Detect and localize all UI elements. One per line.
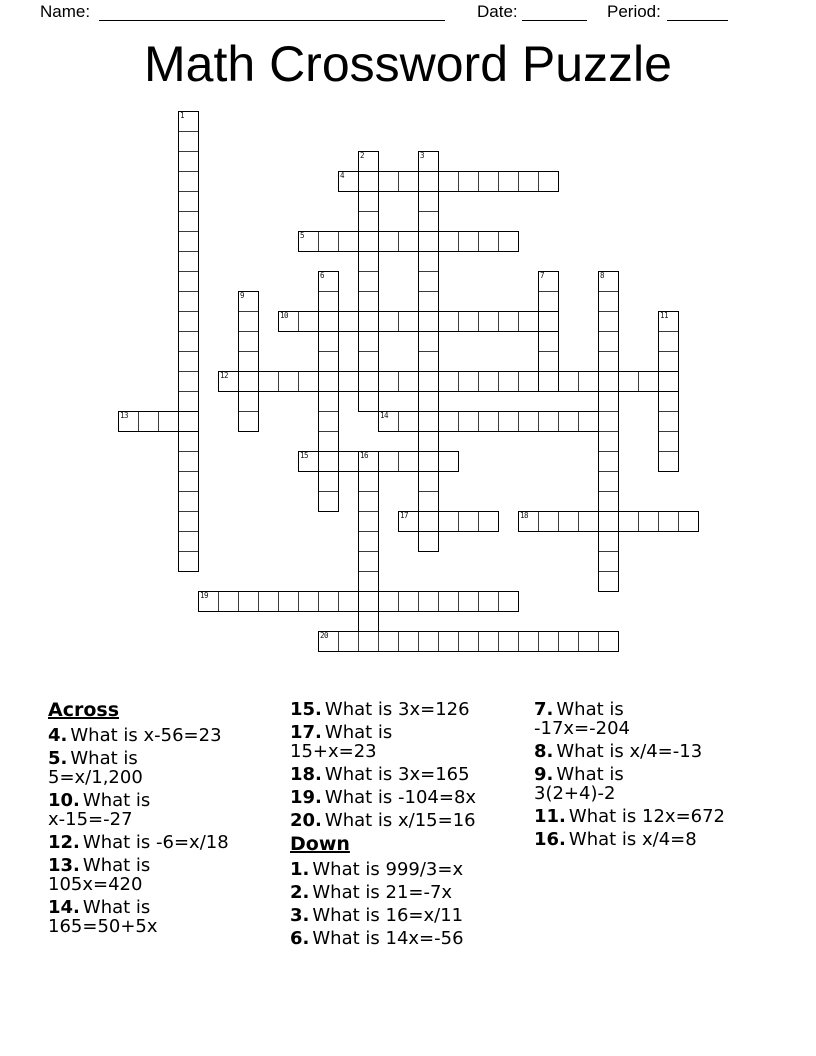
crossword-cell[interactable] — [358, 611, 379, 632]
crossword-cell[interactable] — [178, 451, 199, 472]
crossword-cell[interactable] — [598, 431, 619, 452]
crossword-cell[interactable] — [178, 311, 199, 332]
crossword-cell[interactable] — [318, 431, 339, 452]
crossword-cell[interactable] — [178, 191, 199, 212]
crossword-cell[interactable] — [438, 511, 459, 532]
crossword-cell[interactable] — [318, 411, 339, 432]
crossword-cell[interactable] — [178, 511, 199, 532]
crossword-cell[interactable] — [338, 631, 359, 652]
crossword-cell[interactable] — [598, 371, 619, 392]
clue-number-label: 13. — [48, 855, 80, 876]
crossword-cell[interactable] — [658, 391, 679, 412]
crossword-cell[interactable] — [378, 231, 399, 252]
crossword-cell[interactable] — [318, 331, 339, 352]
crossword-cell[interactable] — [538, 271, 559, 292]
crossword-cell[interactable] — [418, 311, 439, 332]
crossword-cell[interactable] — [418, 231, 439, 252]
date-label: Date: — [477, 2, 518, 21]
crossword-cell[interactable] — [238, 351, 259, 372]
grid-clue-number: 2 — [360, 151, 365, 160]
crossword-cell[interactable] — [658, 431, 679, 452]
grid-clue-number: 8 — [600, 271, 605, 280]
crossword-cell[interactable] — [598, 531, 619, 552]
page-title: Math Crossword Puzzle — [144, 36, 672, 92]
crossword-cell[interactable] — [398, 311, 419, 332]
crossword-cell[interactable] — [598, 491, 619, 512]
clue-18-item: 18. What is 3x=165 — [290, 764, 470, 785]
crossword-cell[interactable] — [558, 511, 579, 532]
crossword-cell[interactable] — [538, 171, 559, 192]
clue-9-item: 9. What is 3(2+4)-2 — [534, 765, 784, 803]
crossword-cell[interactable] — [358, 491, 379, 512]
clue-8-item: 8. What is x/4=-13 — [534, 741, 703, 762]
crossword-cell[interactable] — [178, 231, 199, 252]
crossword-cell[interactable] — [298, 311, 319, 332]
crossword-cell[interactable] — [438, 231, 459, 252]
crossword-cell[interactable] — [418, 251, 439, 272]
crossword-cell[interactable] — [498, 631, 519, 652]
grid-clue-number: 10 — [280, 311, 289, 320]
crossword-cell[interactable] — [538, 331, 559, 352]
crossword-cell[interactable] — [178, 131, 199, 152]
grid-clue-number: 17 — [400, 511, 409, 520]
crossword-cell[interactable] — [658, 511, 679, 532]
crossword-cell[interactable] — [578, 511, 599, 532]
crossword-cell[interactable] — [358, 631, 379, 652]
crossword-cell[interactable] — [458, 371, 479, 392]
crossword-cell[interactable] — [438, 411, 459, 432]
clue-number-label: 1. — [290, 859, 310, 880]
grid-clue-number: 12 — [220, 371, 229, 380]
clues-column-down — [534, 700, 784, 853]
clues-heading-down: Down — [290, 833, 350, 855]
clue-number-label: 18. — [290, 764, 322, 785]
crossword-cell[interactable] — [398, 411, 419, 432]
crossword-cell[interactable] — [478, 171, 499, 192]
crossword-cell[interactable] — [538, 411, 559, 432]
crossword-cell[interactable] — [418, 331, 439, 352]
crossword-cell[interactable] — [498, 371, 519, 392]
crossword-cell[interactable] — [378, 411, 399, 432]
crossword-cell[interactable] — [358, 451, 379, 472]
crossword-cell[interactable] — [358, 191, 379, 212]
crossword-cell[interactable] — [598, 631, 619, 652]
crossword-cell[interactable] — [318, 231, 339, 252]
crossword-cell[interactable] — [598, 411, 619, 432]
crossword-cell[interactable] — [358, 511, 379, 532]
grid-clue-number: 4 — [340, 171, 345, 180]
crossword-cell[interactable] — [658, 451, 679, 472]
crossword-cell[interactable] — [658, 311, 679, 332]
crossword-cell[interactable] — [358, 331, 379, 352]
crossword-cell[interactable] — [378, 171, 399, 192]
clue-12-item: 12. What is -6=x/18 — [48, 832, 229, 853]
crossword-cell[interactable] — [258, 371, 279, 392]
clue-number-label: 2. — [290, 882, 310, 903]
clue-3-item: 3. What is 16=x/11 — [290, 905, 464, 926]
clue-4-item: 4. What is x-56=23 — [48, 725, 222, 746]
crossword-cell[interactable] — [538, 511, 559, 532]
crossword-cell[interactable] — [458, 411, 479, 432]
crossword-cell[interactable] — [658, 331, 679, 352]
crossword-cell[interactable] — [598, 391, 619, 412]
clue-text-line2: x-15=-27 — [48, 809, 133, 830]
grid-clue-number: 15 — [300, 451, 309, 460]
crossword-cell[interactable] — [518, 411, 539, 432]
crossword-cell[interactable] — [398, 171, 419, 192]
crossword-cell[interactable] — [318, 471, 339, 492]
crossword-cell[interactable] — [538, 311, 559, 332]
clue-5-item: 5. What is 5=x/1,200 — [48, 749, 286, 787]
crossword-cell[interactable] — [498, 311, 519, 332]
name-label: Name: — [40, 2, 91, 21]
crossword-cell[interactable] — [178, 171, 199, 192]
crossword-cell[interactable] — [438, 451, 459, 472]
crossword-cell[interactable] — [418, 351, 439, 372]
crossword-cell[interactable] — [178, 431, 199, 452]
clue-text-line2: 3(2+4)-2 — [534, 783, 616, 804]
clue-13-item: 13. What is 105x=420 — [48, 856, 286, 894]
crossword-cell[interactable] — [198, 591, 219, 612]
crossword-cell[interactable] — [478, 311, 499, 332]
crossword-cell[interactable] — [358, 231, 379, 252]
crossword-cell[interactable] — [178, 291, 199, 312]
crossword-cell[interactable] — [478, 511, 499, 532]
crossword-cell[interactable] — [598, 331, 619, 352]
crossword-cell[interactable] — [318, 271, 339, 292]
crossword-cell[interactable] — [438, 171, 459, 192]
crossword-cell[interactable] — [418, 511, 439, 532]
clues-column-across — [48, 700, 286, 940]
clue-number-label: 11. — [534, 806, 566, 827]
crossword-cell[interactable] — [518, 311, 539, 332]
clue-2-item: 2. What is 21=-7x — [290, 882, 453, 903]
crossword-cell[interactable] — [518, 631, 539, 652]
crossword-cell[interactable] — [318, 391, 339, 412]
clue-11-item: 11. What is 12x=672 — [534, 806, 726, 827]
crossword-cell[interactable] — [578, 371, 599, 392]
crossword-cell[interactable] — [358, 591, 379, 612]
clue-19-item: 19. What is -104=8x — [290, 787, 477, 808]
crossword-cell[interactable] — [518, 171, 539, 192]
crossword-cell[interactable] — [598, 271, 619, 292]
crossword-cell[interactable] — [358, 391, 379, 412]
crossword-cell[interactable] — [458, 591, 479, 612]
clue-17-item: 17. What is 15+x=23 — [290, 723, 532, 761]
crossword-cell[interactable] — [358, 571, 379, 592]
clue-text-line2: 5=x/1,200 — [48, 767, 143, 788]
clue-number-label: 10. — [48, 790, 80, 811]
grid-clue-number: 7 — [540, 271, 545, 280]
clue-number-label: 6. — [290, 928, 310, 949]
crossword-cell[interactable] — [238, 391, 259, 412]
clue-number-label: 5. — [48, 748, 68, 769]
clue-number-label: 17. — [290, 722, 322, 743]
crossword-cell[interactable] — [358, 271, 379, 292]
crossword-cell[interactable] — [318, 371, 339, 392]
crossword-cell[interactable] — [378, 371, 399, 392]
crossword-cell[interactable] — [478, 371, 499, 392]
crossword-cell[interactable] — [178, 151, 199, 172]
crossword-cell[interactable] — [178, 351, 199, 372]
crossword-cell[interactable] — [178, 471, 199, 492]
crossword-cell[interactable] — [258, 591, 279, 612]
crossword-cell[interactable] — [518, 371, 539, 392]
crossword-cell[interactable] — [438, 311, 459, 332]
crossword-cell[interactable] — [418, 591, 439, 612]
crossword-cell[interactable] — [418, 211, 439, 232]
crossword-cell[interactable] — [298, 371, 319, 392]
crossword-cell[interactable] — [418, 451, 439, 472]
crossword-cell[interactable] — [438, 631, 459, 652]
clue-number-label: 15. — [290, 699, 322, 720]
crossword-cell[interactable] — [598, 551, 619, 572]
crossword-cell[interactable] — [318, 291, 339, 312]
clue-text-line2: -17x=-204 — [534, 718, 630, 739]
crossword-cell[interactable] — [658, 411, 679, 432]
crossword-cell[interactable] — [398, 451, 419, 472]
clue-number-label: 19. — [290, 787, 322, 808]
crossword-cell[interactable] — [418, 151, 439, 172]
crossword-cell[interactable] — [418, 631, 439, 652]
crossword-cell[interactable] — [378, 631, 399, 652]
crossword-cell[interactable] — [658, 351, 679, 372]
crossword-cell[interactable] — [238, 411, 259, 432]
grid-clue-number: 5 — [300, 231, 305, 240]
crossword-cell[interactable] — [418, 491, 439, 512]
crossword-cell[interactable] — [498, 231, 519, 252]
grid-clue-number: 20 — [320, 631, 329, 640]
clue-15-item: 15. What is 3x=126 — [290, 699, 470, 720]
crossword-cell[interactable] — [598, 311, 619, 332]
crossword-cell[interactable] — [178, 551, 199, 572]
crossword-cell[interactable] — [658, 371, 679, 392]
crossword-cell[interactable] — [338, 311, 359, 332]
crossword-cell[interactable] — [458, 171, 479, 192]
crossword-cell[interactable] — [438, 371, 459, 392]
crossword-cell[interactable] — [298, 591, 319, 612]
crossword-cell[interactable] — [318, 631, 339, 652]
crossword-cell[interactable] — [358, 471, 379, 492]
crossword-cell[interactable] — [178, 411, 199, 432]
crossword-cell[interactable] — [178, 111, 199, 132]
clue-number-label: 8. — [534, 741, 554, 762]
crossword-cell[interactable] — [158, 411, 179, 432]
clue-number-label: 12. — [48, 832, 80, 853]
crossword-cell[interactable] — [618, 511, 639, 532]
clue-number-label: 4. — [48, 725, 68, 746]
crossword-cell[interactable] — [558, 631, 579, 652]
crossword-cell[interactable] — [458, 231, 479, 252]
crossword-cell[interactable] — [178, 391, 199, 412]
crossword-cell[interactable] — [558, 371, 579, 392]
grid-clue-number: 1 — [180, 111, 185, 120]
clue-text-line2: 15+x=23 — [290, 741, 377, 762]
clue-number-label: 16. — [534, 829, 566, 850]
crossword-cell[interactable] — [678, 511, 699, 532]
crossword-cell[interactable] — [598, 571, 619, 592]
clue-text-line2: 165=50+5x — [48, 916, 158, 937]
crossword-cell[interactable] — [418, 471, 439, 492]
clue-number-label: 7. — [534, 699, 554, 720]
crossword-cell[interactable] — [218, 371, 239, 392]
crossword-cell[interactable] — [638, 511, 659, 532]
clue-number-label: 9. — [534, 764, 554, 785]
clue-14-item: 14. What is 165=50+5x — [48, 898, 286, 936]
crossword-cell[interactable] — [358, 311, 379, 332]
crossword-cell[interactable] — [178, 211, 199, 232]
crossword-cell[interactable] — [458, 311, 479, 332]
crossword-cell[interactable] — [478, 591, 499, 612]
crossword-cell[interactable] — [178, 251, 199, 272]
crossword-cell[interactable] — [438, 591, 459, 612]
crossword-cell[interactable] — [478, 631, 499, 652]
crossword-cell[interactable] — [178, 491, 199, 512]
crossword-cell[interactable] — [318, 451, 339, 472]
crossword-cell[interactable] — [598, 451, 619, 472]
crossword-cell[interactable] — [478, 411, 499, 432]
crossword-cell[interactable] — [458, 511, 479, 532]
crossword-cell[interactable] — [398, 591, 419, 612]
crossword-cell[interactable] — [238, 311, 259, 332]
period-label: Period: — [607, 2, 661, 21]
crossword-cell[interactable] — [418, 411, 439, 432]
clue-number-label: 14. — [48, 897, 80, 918]
crossword-cell[interactable] — [178, 371, 199, 392]
crossword-cell[interactable] — [558, 411, 579, 432]
crossword-cell[interactable] — [278, 311, 299, 332]
clues-column-middle — [290, 700, 532, 952]
crossword-cell[interactable] — [358, 291, 379, 312]
crossword-cell[interactable] — [238, 591, 259, 612]
crossword-cell[interactable] — [598, 351, 619, 372]
clue-number-label: 3. — [290, 905, 310, 926]
crossword-cell[interactable] — [338, 171, 359, 192]
crossword-cell[interactable] — [318, 591, 339, 612]
crossword-cell[interactable] — [418, 271, 439, 292]
clue-20-item: 20. What is x/15=16 — [290, 810, 476, 831]
crossword-cell[interactable] — [618, 371, 639, 392]
crossword-cell[interactable] — [418, 371, 439, 392]
grid-clue-number: 16 — [360, 451, 369, 460]
crossword-cell[interactable] — [418, 291, 439, 312]
crossword-cell[interactable] — [398, 371, 419, 392]
crossword-cell[interactable] — [418, 171, 439, 192]
crossword-cell[interactable] — [418, 431, 439, 452]
crossword-cell[interactable] — [398, 631, 419, 652]
crossword-cell[interactable] — [378, 311, 399, 332]
crossword-cell[interactable] — [358, 551, 379, 572]
crossword-cell[interactable] — [178, 531, 199, 552]
crossword-cell[interactable] — [318, 311, 339, 332]
crossword-cell[interactable] — [238, 291, 259, 312]
grid-clue-number: 19 — [200, 591, 209, 600]
crossword-cell[interactable] — [278, 591, 299, 612]
crossword-cell[interactable] — [218, 591, 239, 612]
crossword-cell[interactable] — [358, 351, 379, 372]
crossword-cell[interactable] — [338, 451, 359, 472]
crossword-cell[interactable] — [458, 631, 479, 652]
crossword-cell[interactable] — [298, 231, 319, 252]
crossword-cell[interactable] — [418, 191, 439, 212]
crossword-cell[interactable] — [398, 511, 419, 532]
crossword-cell[interactable] — [298, 451, 319, 472]
crossword-cell[interactable] — [358, 151, 379, 172]
crossword-cell[interactable] — [378, 591, 399, 612]
crossword-cell[interactable] — [338, 591, 359, 612]
grid-clue-number: 3 — [420, 151, 425, 160]
crossword-cell[interactable] — [538, 371, 559, 392]
crossword-cell[interactable] — [578, 631, 599, 652]
crossword-cell[interactable] — [358, 211, 379, 232]
crossword-cell[interactable] — [598, 291, 619, 312]
crossword-cell[interactable] — [178, 331, 199, 352]
crossword-cell[interactable] — [238, 331, 259, 352]
crossword-cell[interactable] — [578, 411, 599, 432]
crossword-cell[interactable] — [278, 371, 299, 392]
crossword-cell[interactable] — [538, 351, 559, 372]
crossword-cell[interactable] — [118, 411, 139, 432]
crossword-cell[interactable] — [538, 291, 559, 312]
crossword-cell[interactable] — [518, 511, 539, 532]
crossword-cell[interactable] — [238, 371, 259, 392]
crossword-cell[interactable] — [598, 511, 619, 532]
crossword-cell[interactable] — [338, 231, 359, 252]
crossword-cell[interactable] — [318, 351, 339, 372]
clue-16-item: 16. What is x/4=8 — [534, 829, 697, 850]
crossword-cell[interactable] — [358, 531, 379, 552]
clue-7-item: 7. What is -17x=-204 — [534, 700, 784, 738]
grid-clue-number: 13 — [120, 411, 129, 420]
crossword-cell[interactable] — [418, 391, 439, 412]
crossword-cell[interactable] — [378, 451, 399, 472]
crossword-cell[interactable] — [338, 371, 359, 392]
grid-clue-number: 18 — [520, 511, 529, 520]
crossword-cell[interactable] — [358, 251, 379, 272]
grid-clue-number: 14 — [380, 411, 389, 420]
grid-clue-number: 11 — [660, 311, 669, 320]
clues-heading-across: Across — [48, 699, 120, 721]
crossword-cell[interactable] — [538, 631, 559, 652]
grid-clue-number: 6 — [320, 271, 325, 280]
crossword-cell[interactable] — [498, 591, 519, 612]
clue-10-item: 10. What is x-15=-27 — [48, 791, 286, 829]
crossword-cell[interactable] — [598, 471, 619, 492]
clue-6-item: 6. What is 14x=-56 — [290, 928, 464, 949]
crossword-cell[interactable] — [318, 491, 339, 512]
crossword-cell[interactable] — [138, 411, 159, 432]
crossword-cell[interactable] — [358, 171, 379, 192]
clue-text-line2: 105x=420 — [48, 874, 143, 895]
crossword-cell[interactable] — [358, 371, 379, 392]
crossword-cell[interactable] — [178, 271, 199, 292]
grid-clue-number: 9 — [240, 291, 245, 300]
crossword-cell[interactable] — [398, 231, 419, 252]
crossword-cell[interactable] — [638, 371, 659, 392]
clue-number-label: 20. — [290, 810, 322, 831]
clue-1-item: 1. What is 999/3=x — [290, 859, 464, 880]
crossword-cell[interactable] — [418, 531, 439, 552]
crossword-cell[interactable] — [478, 231, 499, 252]
crossword-cell[interactable] — [498, 411, 519, 432]
crossword-cell[interactable] — [498, 171, 519, 192]
